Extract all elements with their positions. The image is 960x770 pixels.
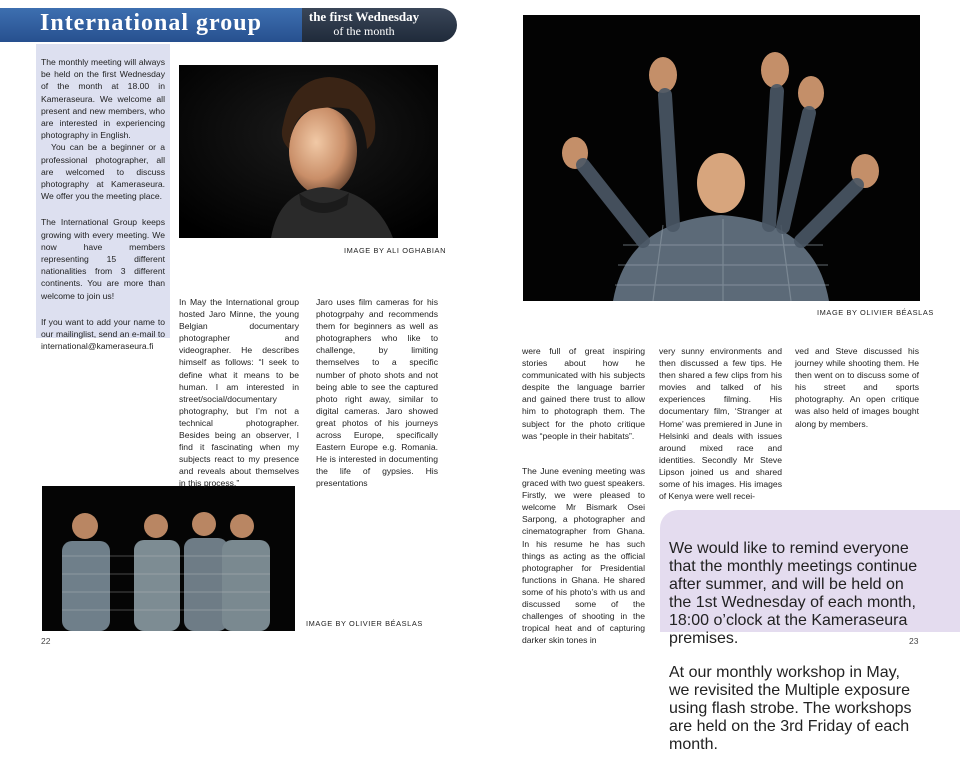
page-number-left: 22 — [41, 636, 51, 646]
article-column-3: were full of great inspiring stories about how he communicated with his subjects despite the language barrier and gained there trust to allow him to photograph them. The subject for the photo critique was “people in their habitats”. — [522, 346, 645, 441]
sidebar-paragraph: You can be a beginner or a professional photographer, all are welcomed to discuss photography at Kameraseura. We offer you the meeting place. — [41, 142, 165, 202]
notice-paragraph: We would like to remind everyone that the monthly meetings continue after summer, and will be held on the 1st Wednesday of each month, 18:00 o’clock at the Kameraseura premises. — [669, 540, 918, 647]
notice-text — [669, 524, 920, 770]
multiple-exposure-caption: IMAGE BY OLIVIER BÉASLAS — [817, 308, 934, 317]
page-title: International group — [40, 10, 262, 36]
sidebar-paragraph: The monthly meeting will always be held on the first Wednesday of the month at 18.00 in Kameraseura. We welcome all present and new members, who are interested in experiencing photography in English. — [41, 57, 165, 141]
article-column-2: Jaro uses film cameras for his photogrpahy and recommends them for beginners as well as photographers who like to challenge, by limiting themselves to a specific number of photo shots and not being able to see the captured photo right away, similar to digital cameras. Jaro showed great photos of his journeys across Europe, specifically Eastern Europe e.g. Romania. He is interested in documenting the life of gypsies. His presentations — [316, 297, 438, 489]
subtitle-line-2: of the month — [333, 24, 395, 38]
notice-paragraph: At our monthly workshop in May, we revisited the Multiple exposure using flash strobe. The workshops are held on the 3rd Friday of each month. — [669, 664, 912, 753]
portrait-photo — [179, 65, 438, 238]
group-photo — [42, 486, 295, 631]
sidebar-text — [41, 56, 165, 352]
subtitle-line-1: the first Wednesday — [308, 9, 420, 24]
article-column-3b: The June evening meeting was graced with two guest speakers. Firstly, we were pleased to welcome Mr Bismark Osei Sarpong, a photographer and cinematographer from Ghana. In his resume he has such things as acting as the official photographer for Presidential functions in Ghana. He shared some of his photo’s with us and discussed some of the challenges of shooting in the tropical heat and of capturing darker skin tones in — [522, 466, 645, 646]
sidebar-paragraph: The International Group keeps growing with every meeting. We now have members representing 15 different nationalities from 3 different continents. You are more than welcome to join us! — [41, 217, 165, 301]
multiple-exposure-photo — [523, 15, 920, 301]
header-subtitle — [304, 9, 424, 39]
page-number-right: 23 — [909, 636, 919, 646]
article-column-1: In May the International group hosted Jaro Minne, the young Belgian documentary photographer and videographer. He describes himself as follows: “I seek to define what it means to be human. I am interested in street/social/documentary photography, but I’m not a technical photographer. Besides being an observer, I find it fascinating when my subjects react to my presence and reveals about themselves in this process.” — [179, 297, 299, 489]
portrait-caption: IMAGE BY ALI OGHABIAN — [344, 246, 447, 255]
article-column-5: ved and Steve discussed his journey while shooting them. He then went on to discuss some of his street and sports photography. An open critique was also held of images bought along by members. — [795, 346, 919, 429]
sidebar-paragraph: If you want to add your name to our mailinglist, send an e-mail to international@kameraseura.fi — [41, 316, 165, 352]
article-column-4: very sunny environments and then discussed a few tips. He then shared a few clips from his movies and talked of his experiences filming. His documentary film, ‘Stranger at Home’ was premiered in June in Helsinki and deals with issues around mixed race and identities. Secondly Mr Steve Lipson joined us and shared some of his images. His images of Kenya were well recei- — [659, 346, 782, 502]
group-photo-caption: IMAGE BY OLIVIER BÉASLAS — [306, 619, 423, 628]
